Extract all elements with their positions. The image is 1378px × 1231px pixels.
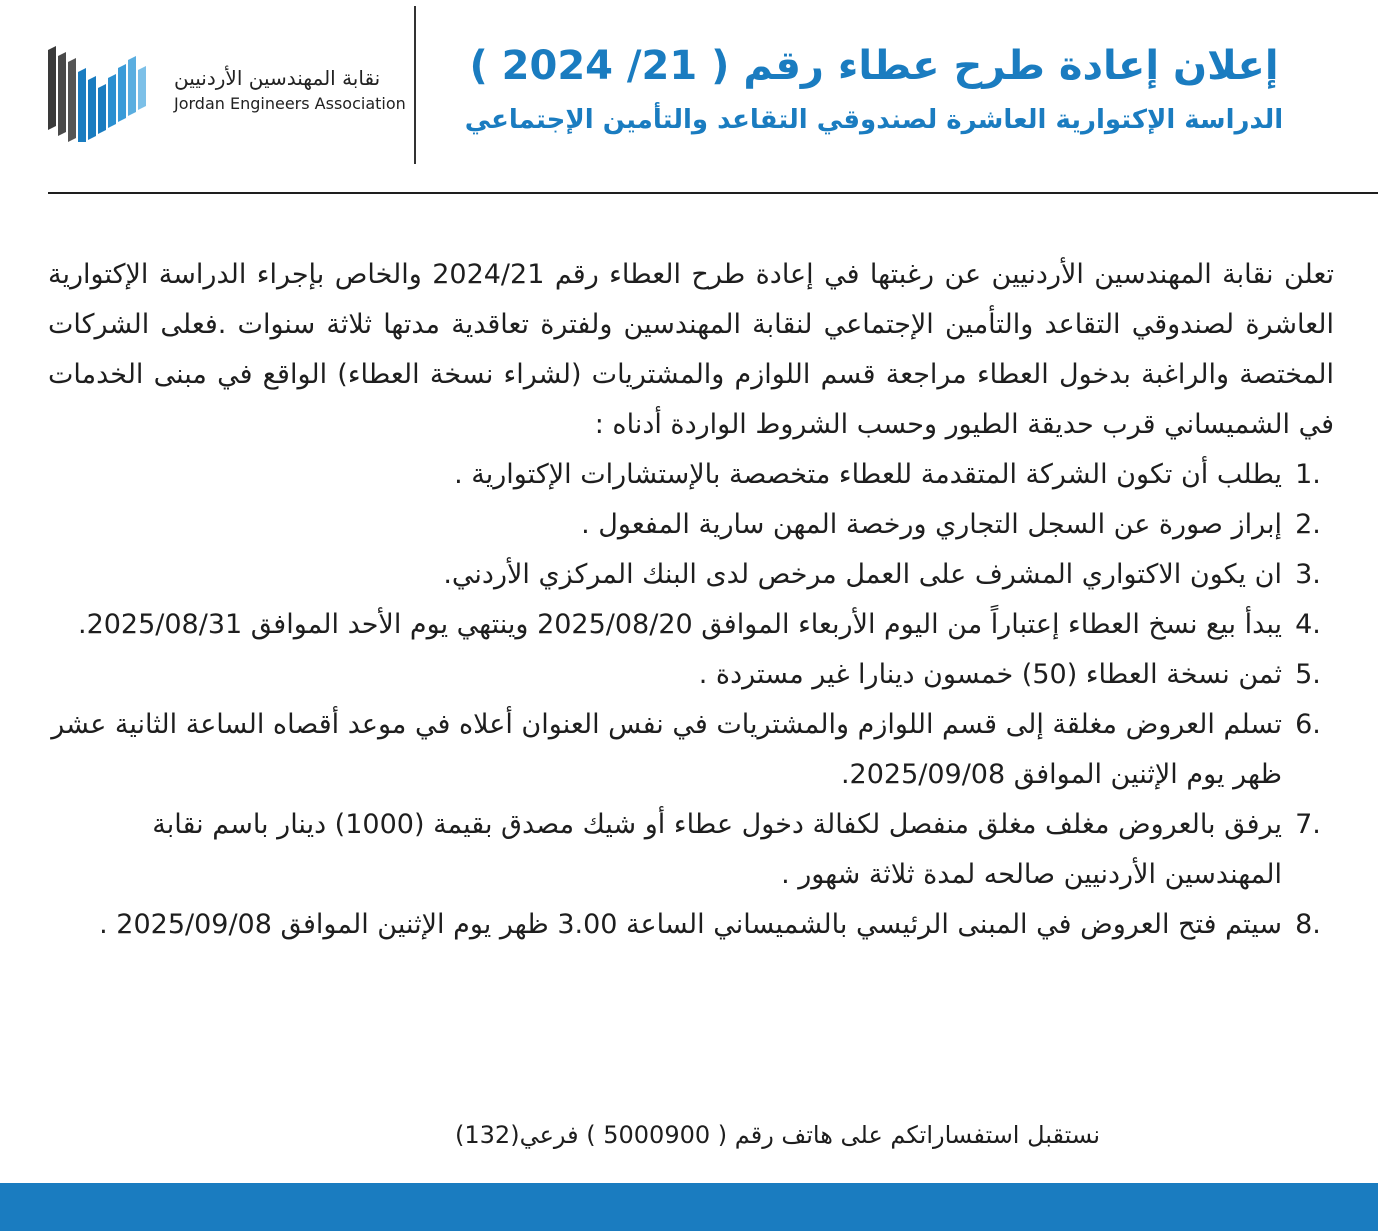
header-divider: [48, 192, 1378, 194]
term-number: 2.: [1295, 509, 1321, 540]
term-item: [48, 800, 1334, 900]
term-number: 8.: [1295, 909, 1321, 940]
header: [0, 0, 1378, 195]
term-text: يبدأ بيع نسخ العطاء إعتباراً من اليوم الأربعاء الموافق 2025/08/20 وينتهي يوم الأحد الموافق 2025/08/31.: [77, 609, 1282, 640]
jea-logo-icon: [46, 44, 156, 144]
logo-arabic-name: نقابة المهندسين الأردنيين: [174, 66, 381, 90]
term-item: [48, 900, 1334, 950]
footer-bar: [0, 1183, 1378, 1231]
term-number: 4.: [1295, 609, 1321, 640]
association-logo: [46, 44, 406, 144]
term-text: يرفق بالعروض مغلف مغلق منفصل لكفالة دخول عطاء أو شيك مصدق بقيمة (1000) دينار باسم نقابة المهندسين الأردنيين صالحه لمدة ثلاثة شهور .: [152, 809, 1282, 890]
term-number: 3.: [1295, 559, 1321, 590]
term-number: 5.: [1295, 659, 1321, 690]
term-number: 6.: [1295, 709, 1321, 740]
page-subtitle: الدراسة الإكتوارية العاشرة لصندوقي التقاعد والتأمين الإجتماعي: [464, 105, 1284, 135]
announcement-body: [48, 250, 1334, 950]
term-number: 7.: [1295, 809, 1321, 840]
vertical-divider: [414, 6, 416, 164]
intro-paragraph: تعلن نقابة المهندسين الأردنيين عن رغبتها في إعادة طرح العطاء رقم 2024/21 والخاص بإجراء الدراسة الإكتوارية العاشرة لصندوقي التقاعد والتأمين الإجتماعي لنقابة المهندسين ولفترة تعاقدية مدتها ثلاثة سنوات .فعلى الشركات المختصة والراغبة بدخول العطاء مراجعة قسم اللوازم والمشتريات (لشراء نسخة العطاء) الواقع في مبنى الخدمات في الشميساني قرب حديقة الطيور وحسب الشروط الواردة أدناه :: [48, 259, 1335, 440]
term-text: تسلم العروض مغلقة إلى قسم اللوازم والمشتريات في نفس العنوان أعلاه في موعد أقصاه الساعة الثانية عشر ظهر يوم الإثنين الموافق 2025/09/08.: [51, 709, 1282, 790]
term-text: ثمن نسخة العطاء (50) خمسون دينارا غير مستردة .: [698, 659, 1282, 690]
term-text: ان يكون الاكتواري المشرف على العمل مرخص لدى البنك المركزي الأردني.: [443, 559, 1282, 590]
term-item: [48, 450, 1334, 500]
term-item: [48, 550, 1334, 600]
page-title: إعلان إعادة طرح عطاء رقم ( 21/ 2024 ): [469, 43, 1279, 89]
terms-list: [48, 450, 1334, 950]
title-block: [414, 36, 1334, 140]
term-text: إبراز صورة عن السجل التجاري ورخصة المهن سارية المفعول .: [581, 509, 1282, 540]
logo-english-name: Jordan Engineers Association: [174, 94, 406, 113]
term-item: [48, 600, 1334, 650]
term-item: [48, 650, 1334, 700]
term-text: سيتم فتح العروض في المبنى الرئيسي بالشميساني الساعة 3.00 ظهر يوم الإثنين الموافق 2025/09/08 .: [99, 909, 1282, 940]
term-item: [48, 700, 1334, 800]
term-text: يطلب أن تكون الشركة المتقدمة للعطاء متخصصة بالإستشارات الإكتوارية .: [454, 459, 1282, 490]
term-item: [48, 500, 1334, 550]
term-number: 1.: [1295, 459, 1321, 490]
contact-line: نستقبل استفساراتكم على هاتف رقم ( 5000900 ) فرعي(132): [455, 1121, 1100, 1149]
